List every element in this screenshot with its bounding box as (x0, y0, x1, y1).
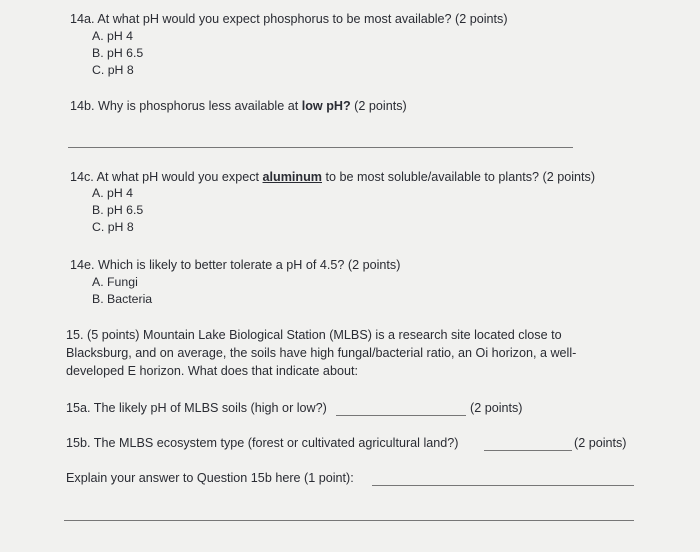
question-14b-points: (2 points) (350, 99, 407, 113)
question-15-line1: 15. (5 points) Mountain Lake Biological Station (MLBS) is a research site located close to (66, 328, 562, 342)
answer-line-explain[interactable] (372, 485, 634, 486)
question-15b-points: (2 points) (574, 436, 627, 450)
question-14b-text: 14b. Why is phosphorus less available at (70, 99, 302, 113)
option-14e-a: A. Fungi (92, 275, 138, 289)
option-14a-c: C. pH 8 (92, 63, 134, 77)
option-14c-b: B. pH 6.5 (92, 203, 144, 217)
option-14a-b: B. pH 6.5 (92, 46, 144, 60)
answer-line-14b[interactable] (68, 147, 573, 148)
option-14c-a: A. pH 4 (92, 186, 134, 200)
question-14c-text: 14c. At what pH would you expect (70, 170, 263, 184)
question-14c (70, 170, 595, 184)
option-14c-c: C. pH 8 (92, 220, 134, 234)
question-14b (70, 99, 407, 113)
question-14c-bold: aluminum (262, 170, 322, 184)
question-15a: 15a. The likely pH of MLBS soils (high or low?) (66, 401, 327, 415)
option-14e-b: B. Bacteria (92, 292, 153, 306)
answer-line-15b[interactable] (484, 450, 572, 451)
answer-line-explain-2[interactable] (64, 520, 634, 521)
question-14b-bold: low pH? (301, 99, 351, 113)
question-15-line2: Blacksburg, and on average, the soils have high fungal/bacterial ratio, an Oi horizon, a well- (66, 346, 577, 360)
question-15b: 15b. The MLBS ecosystem type (forest or cultivated agricultural land?) (66, 436, 459, 450)
answer-line-15a[interactable] (336, 415, 466, 416)
question-15-line3: developed E horizon. What does that indicate about: (66, 364, 358, 378)
question-14e: 14e. Which is likely to better tolerate a pH of 4.5? (2 points) (70, 258, 401, 272)
question-15a-points: (2 points) (470, 401, 523, 415)
option-14a-a: A. pH 4 (92, 29, 134, 43)
question-14c-rest: to be most soluble/available to plants? (2 points) (322, 170, 596, 184)
explain-prompt: Explain your answer to Question 15b here (1 point): (66, 471, 354, 485)
question-14a: 14a. At what pH would you expect phosphorus to be most available? (2 points) (70, 12, 508, 26)
